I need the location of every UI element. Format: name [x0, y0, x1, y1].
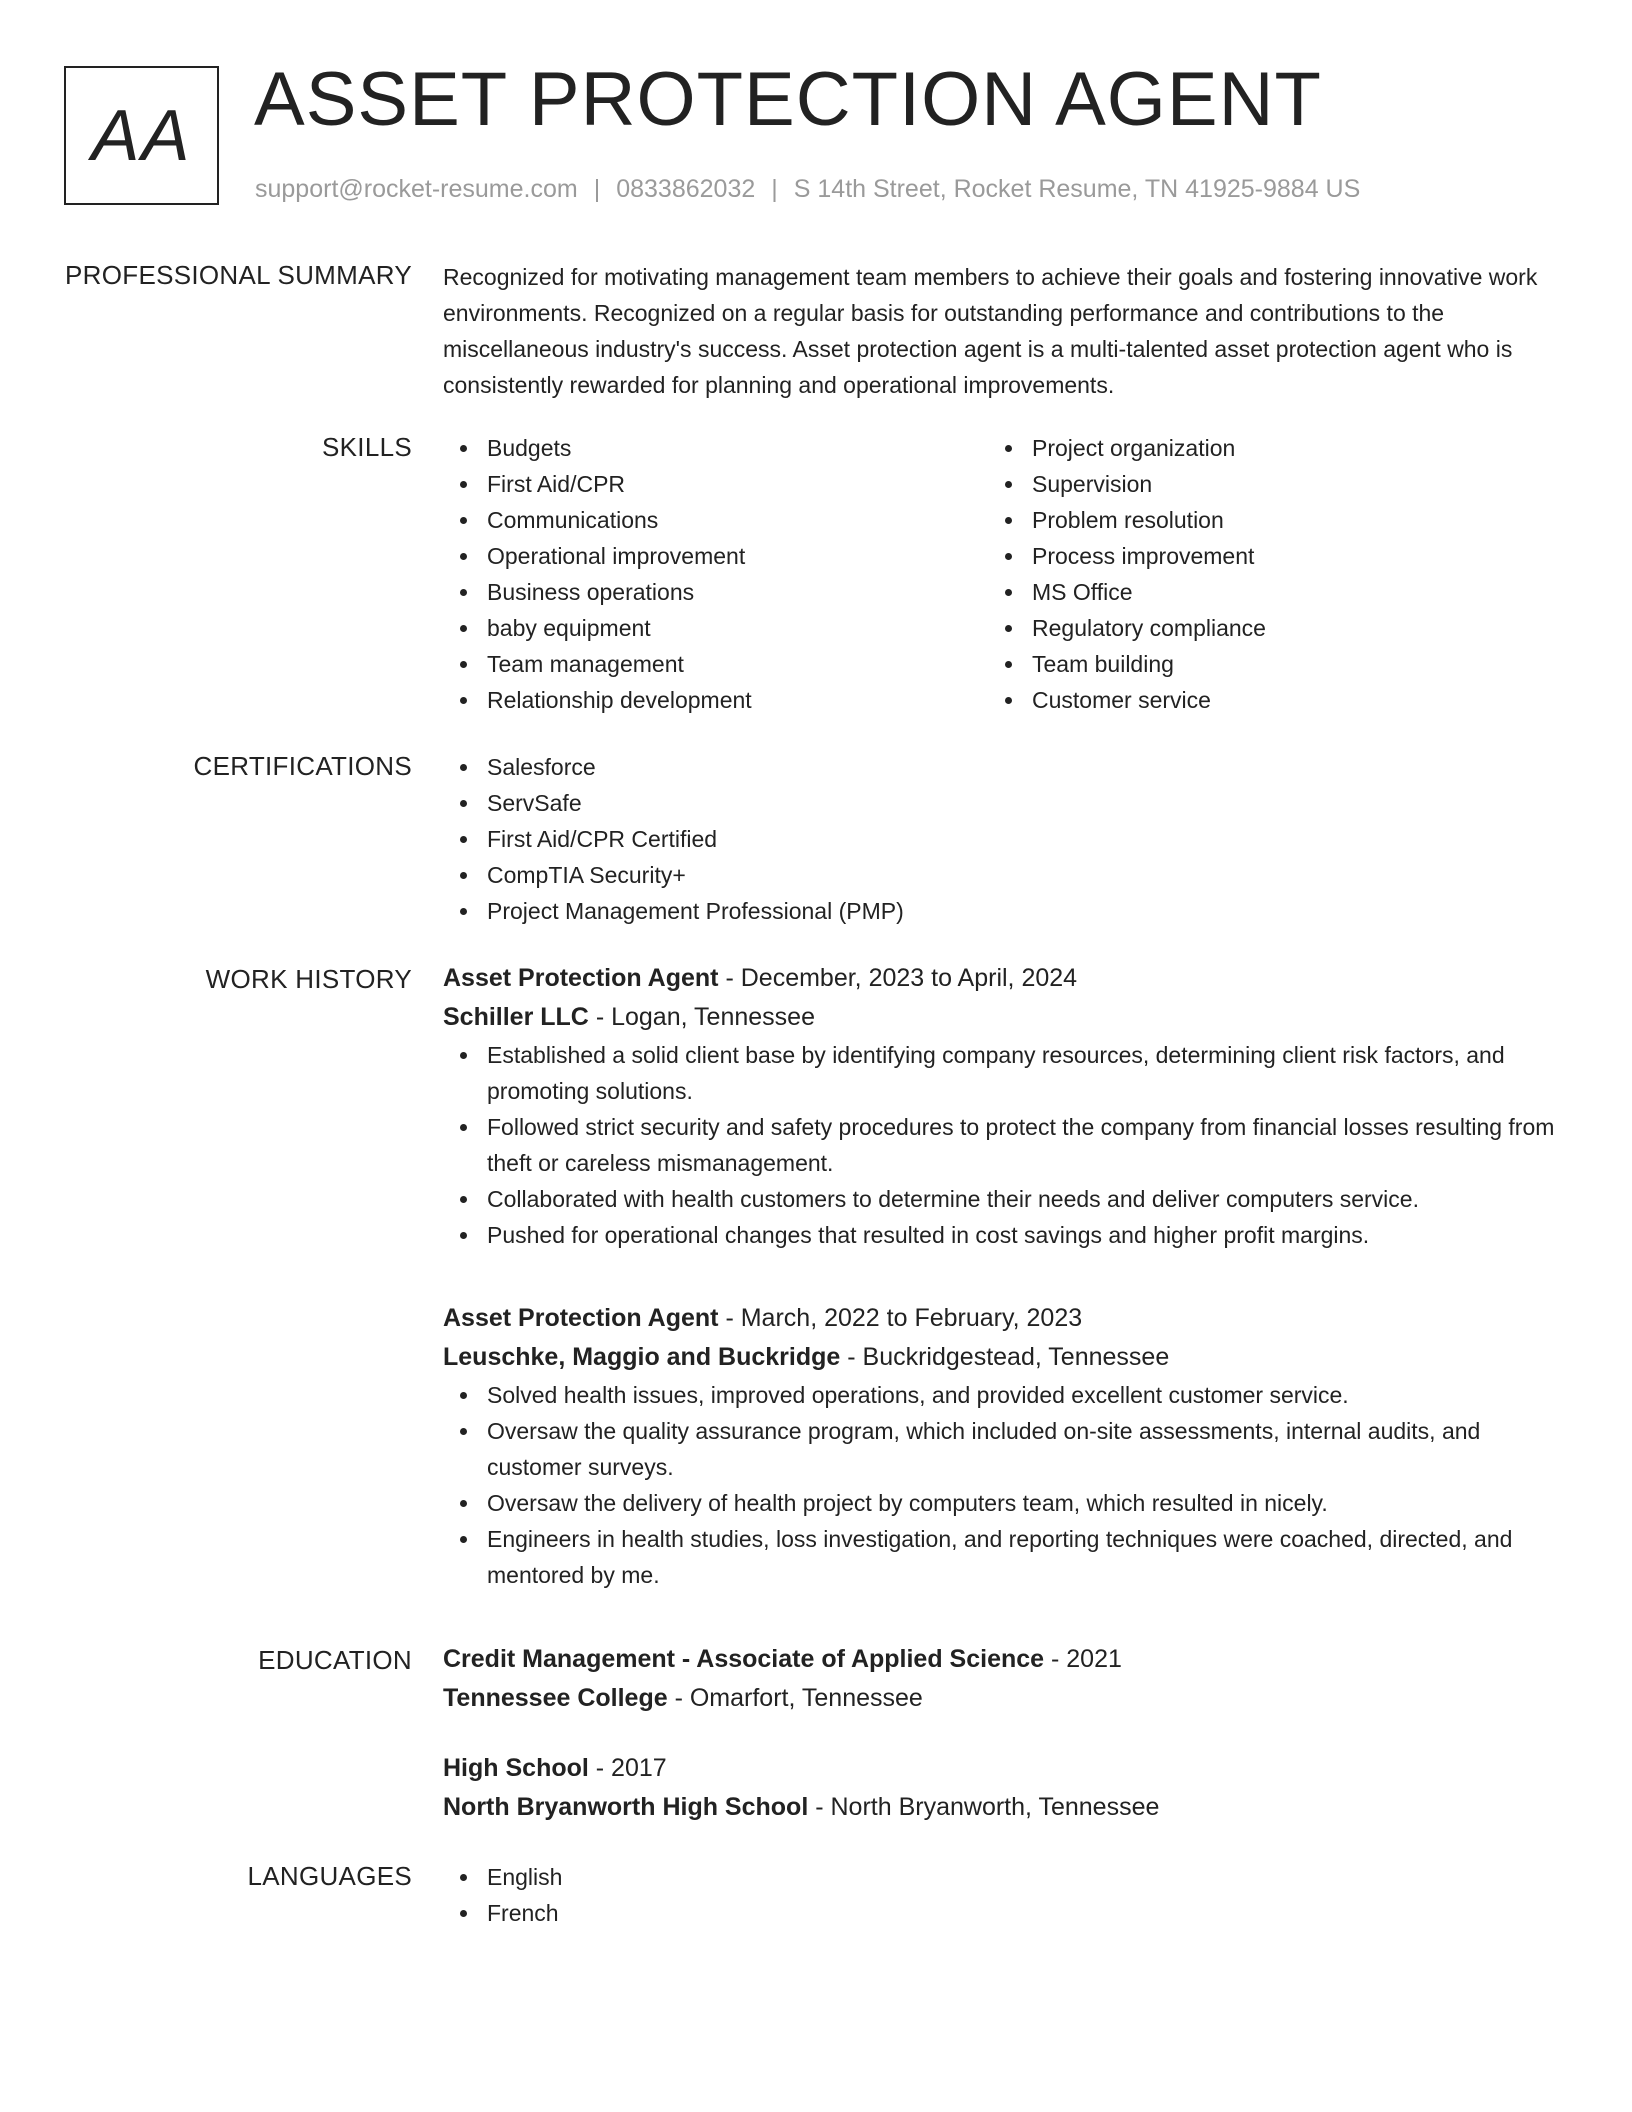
skill-item: Supervision [988, 466, 1533, 502]
education-location: - North Bryanworth, Tennessee [808, 1793, 1160, 1821]
certifications-list [443, 749, 1563, 929]
skills-column-2 [988, 430, 1533, 718]
job-title-line [443, 1299, 1563, 1338]
skill-item: Budgets [443, 430, 988, 466]
job-company-line [443, 1338, 1563, 1377]
education-degree: High School [443, 1754, 589, 1782]
education-degree: Credit Management - Associate of Applied Science [443, 1645, 1045, 1673]
section-label-work-history: WORK HISTORY [205, 964, 412, 994]
job-location: - Logan, Tennessee [588, 1003, 815, 1031]
education-location: - Omarfort, Tennessee [667, 1684, 923, 1712]
certification-item: ServSafe [443, 785, 1563, 821]
skill-item: Operational improvement [443, 538, 988, 574]
education-school: Tennessee College [443, 1684, 668, 1712]
job-company-line [443, 998, 1563, 1037]
section-label-languages: LANGUAGES [247, 1861, 412, 1891]
contact-address: S 14th Street, Rocket Resume, TN 41925-9884 US [793, 175, 1361, 203]
languages-list [443, 1859, 1563, 1931]
certification-item: First Aid/CPR Certified [443, 821, 1563, 857]
job-title: Asset Protection Agent [443, 964, 719, 992]
section-label-certifications: CERTIFICATIONS [193, 751, 412, 781]
education-degree-line [443, 1640, 1563, 1679]
skill-item: Problem resolution [988, 502, 1533, 538]
job-duty: Solved health issues, improved operations, and provided excellent customer service. [443, 1377, 1563, 1413]
skill-item: First Aid/CPR [443, 466, 988, 502]
job-duty: Collaborated with health customers to determine their needs and deliver computers service. [443, 1181, 1563, 1217]
job-title: Asset Protection Agent [443, 1304, 719, 1332]
education-school-line [443, 1679, 1563, 1718]
job-dates: - December, 2023 to April, 2024 [718, 964, 1078, 992]
skill-item: Team management [443, 646, 988, 682]
language-item: French [443, 1895, 1563, 1931]
contact-separator: | [771, 175, 778, 203]
certification-item: CompTIA Security+ [443, 857, 1563, 893]
monogram-initials: AA [91, 95, 192, 176]
skill-item: Communications [443, 502, 988, 538]
job-dates: - March, 2022 to February, 2023 [718, 1304, 1083, 1332]
education-entry [443, 1640, 1563, 1718]
resume-title: ASSET PROTECTION AGENT [254, 57, 1322, 142]
job-duties-list [443, 1377, 1563, 1593]
job-duties-list [443, 1037, 1563, 1253]
job-duty: Pushed for operational changes that resulted in cost savings and higher profit margins. [443, 1217, 1563, 1253]
education-year: - 2017 [588, 1754, 667, 1782]
skill-item: Regulatory compliance [988, 610, 1533, 646]
education-degree-line [443, 1749, 1563, 1788]
job-duty: Oversaw the quality assurance program, which included on-site assessments, internal audits, and customer surveys. [443, 1413, 1563, 1485]
contact-line [255, 172, 1360, 206]
education-school: North Bryanworth High School [443, 1793, 809, 1821]
job-location: - Buckridgestead, Tennessee [840, 1343, 1170, 1371]
certification-item: Salesforce [443, 749, 1563, 785]
contact-separator: | [593, 175, 601, 203]
skill-item: Business operations [443, 574, 988, 610]
skill-item: Project organization [988, 430, 1533, 466]
job-company: Leuschke, Maggio and Buckridge [443, 1343, 841, 1371]
education-school-line [443, 1788, 1563, 1827]
job-entry [443, 1299, 1563, 1593]
section-label-education: EDUCATION [258, 1645, 412, 1675]
job-duty: Followed strict security and safety procedures to protect the company from financial losses resulting from theft or careless mismanagement. [443, 1109, 1563, 1181]
certification-item: Project Management Professional (PMP) [443, 893, 1563, 929]
contact-phone: 0833862032 [616, 175, 756, 203]
job-company: Schiller LLC [443, 1003, 589, 1031]
job-title-line [443, 959, 1563, 998]
skills-columns [443, 430, 1563, 718]
job-entry [443, 959, 1563, 1253]
summary-text: Recognized for motivating management team members to achieve their goals and fostering innovative work environments. Recognized on a regular basis for outstanding performance and contributions to the miscellaneous industry's success. Asset protection agent is a multi-talented asset protection agent who is consistently rewarded for planning and operational improvements. [443, 264, 1538, 398]
job-duty: Oversaw the delivery of health project by computers team, which resulted in nicely. [443, 1485, 1563, 1521]
education-year: - 2021 [1044, 1645, 1122, 1673]
contact-email: support@rocket-resume.com [255, 175, 578, 203]
skill-item: MS Office [988, 574, 1533, 610]
section-label-skills: SKILLS [322, 432, 412, 462]
skill-item: Customer service [988, 682, 1533, 718]
skill-item: Relationship development [443, 682, 988, 718]
language-item: English [443, 1859, 1563, 1895]
skill-item: Team building [988, 646, 1533, 682]
skills-column-1 [443, 430, 988, 718]
education-entry [443, 1749, 1563, 1827]
job-duty: Established a solid client base by identifying company resources, determining client risk factors, and promoting solutions. [443, 1037, 1563, 1109]
section-label-summary: PROFESSIONAL SUMMARY [65, 260, 412, 290]
monogram-box [64, 66, 219, 205]
job-duty: Engineers in health studies, loss investigation, and reporting techniques were coached, directed, and mentored by me. [443, 1521, 1563, 1593]
skill-item: Process improvement [988, 538, 1533, 574]
skill-item: baby equipment [443, 610, 988, 646]
